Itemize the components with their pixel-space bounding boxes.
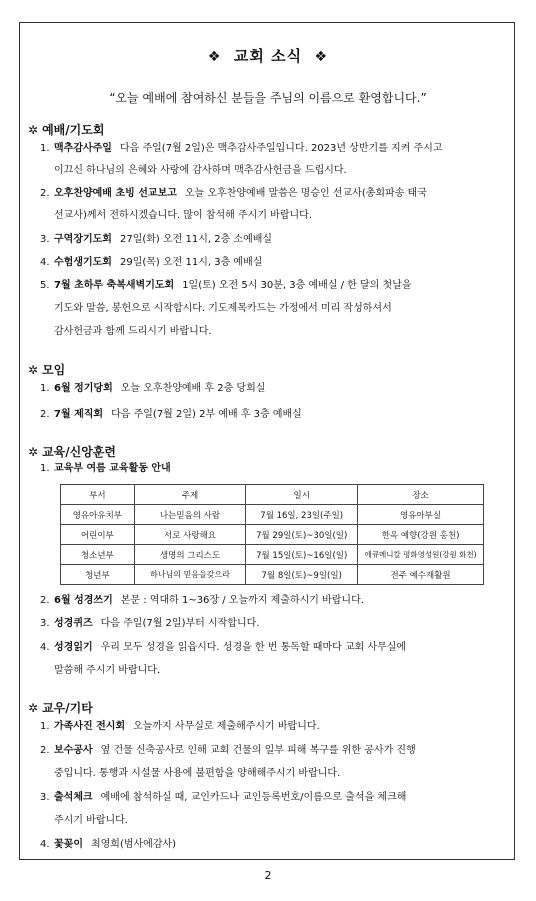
list-item: 4. 수험생기도회 29일(목) 오전 11시, 3층 예배실 [40,257,263,268]
item-text: 다음 주일(7월 2일) 2부 예배 후 3층 예배실 [111,409,302,420]
table-row [61,545,484,565]
item-text: 본문 : 역대하 1~36장 / 오늘까지 제출하시기 바랍니다. [120,595,364,606]
item-text: 29일(목) 오전 11시, 3층 예배실 [119,257,263,268]
page-number: 2 [264,869,272,882]
item-heading: 맥추감사주일 [54,143,112,154]
item-heading: 수험생기도회 [54,257,112,268]
section-worship-title: 예배/기도회 [42,123,105,137]
list-item: 3. 성경퀴즈 다음 주일(7월 2일)부터 시작합니다. [40,618,260,629]
section-star-icon: ✲ [28,363,39,377]
table-cell: 에큐메니칼 평화영성원(강원 화천) [358,545,484,565]
section-worship-heading [28,121,104,138]
item-text: 27일(화) 오전 11시, 2층 소예배실 [119,234,273,245]
table-cell: 어린이부 [61,525,135,545]
table-cell: 7월 8일(토)~9일(일) [246,565,358,585]
item-heading: 보수공사 [54,745,93,756]
section-star-icon: ✲ [28,445,39,459]
section-star-icon: ✲ [28,701,39,715]
item-heading: 7월 초하루 축복새벽기도회 [54,280,175,291]
item-heading: 오후찬양예배 초빙 선교보고 [54,188,177,199]
item-heading: 6월 성경쓰기 [54,595,113,606]
page-title-text: 교회 소식 [233,47,303,65]
item-continuation: 기도와 말씀, 봉헌으로 시작합시다. 기도제목카드는 가정에서 미리 작성하셔서 [54,303,392,314]
table-cell: 7월 29일(토)~30일(일) [246,525,358,545]
table-row [61,505,484,525]
item-heading: 7월 제직회 [54,409,104,420]
education-schedule-table [60,484,484,585]
list-item: 1. 6월 정기당회 오늘 오후찬양예배 후 2층 당회실 [40,383,266,394]
table-header-cell: 주제 [134,485,246,505]
section-meeting-title: 모임 [42,363,66,377]
table-header-cell: 장소 [358,485,484,505]
item-text: 다음 주일(7월 2일)은 맥추감사주일입니다. 2023년 상반기를 지켜 주시고 [119,143,443,154]
item-heading: 꽃꽂이 [54,839,83,850]
section-meeting-heading [28,361,65,378]
item-continuation: 선교사)께서 전하시겠습니다. 많이 참석해 주시기 바랍니다. [54,210,312,221]
table-header-cell: 부서 [61,485,135,505]
item-heading: 6월 정기당회 [54,383,113,394]
item-heading: 가족사진 전시회 [54,721,126,732]
item-text: 다음 주일(7월 2일)부터 시작합니다. [100,618,260,629]
item-text: 오늘 오후찬양예배 말씀은 명승인 선교사(총회파송 태국 [184,188,427,199]
table-row [61,565,484,585]
table-cell: 영유아부실 [358,505,484,525]
list-item: 2. 7월 제직회 다음 주일(7월 2일) 2부 예배 후 3층 예배실 [40,409,302,420]
item-text: 1일(토) 오전 5시 30분, 3층 예배실 / 한 달의 첫날을 [182,280,412,291]
section-fellowship-heading [28,699,93,716]
item-text: 우리 모두 성경을 읽읍시다. 성경을 한 번 통독할 때마다 교회 사무실에 [100,642,407,653]
table-header-row [61,485,484,505]
title-deco-right-icon: ❖ [314,49,329,65]
item-heading: 구역장기도회 [54,234,112,245]
item-heading: 성경퀴즈 [54,618,93,629]
item-text: 예배에 참석하실 때, 교인카드나 교인등록번호/이름으로 출석을 체크해 [100,792,407,803]
list-item: 5. 7월 초하루 축복새벽기도회 1일(토) 오전 5시 30분, 3층 예배실 / 한 달의 첫날을 [40,280,412,291]
table-cell: 7월 15일(토)~16일(일) [246,545,358,565]
bulletin-frame [19,22,515,860]
item-heading: 성경읽기 [54,642,93,653]
item-heading: 출석체크 [54,792,93,803]
item-continuation: 이끄신 하나님의 은혜와 사랑에 감사하며 맥추감사헌금을 드립시다. [54,165,347,176]
list-item: 2. 오후찬양예배 초빙 선교보고 오늘 오후찬양예배 말씀은 명승인 선교사(총회파송 태국 [40,188,427,199]
item-text: 오늘 오후찬양예배 후 2층 당회실 [120,383,266,394]
table-cell: 청년부 [61,565,135,585]
list-item: 1. 맥추감사주일 다음 주일(7월 2일)은 맥추감사주일입니다. 2023년 상반기를 지켜 주시고 [40,143,443,154]
list-item: 1. 가족사진 전시회 오늘까지 사무실로 제출해주시기 바랍니다. [40,721,320,732]
item-continuation: 감사헌금과 함께 드리시기 바랍니다. [54,326,212,337]
table-cell: 한옥 예향(강원 홍천) [358,525,484,545]
table-cell: 나는믿음의 사람 [134,505,246,525]
item-continuation: 중입니다. 통행과 시설물 사용에 불편함을 양해해주시기 바랍니다. [54,768,341,779]
item-continuation: 주시기 바랍니다. [54,815,128,826]
table-cell: 청소년부 [61,545,135,565]
item-continuation: 말씀해 주시기 바랍니다. [54,665,161,676]
list-item: 3. 구역장기도회 27일(화) 오전 11시, 2층 소예배실 [40,234,273,245]
item-text: 옆 건물 신축공사로 인해 교회 건물의 일부 피해 복구를 위한 공사가 진행 [100,745,416,756]
table-cell: 전주 예수재활원 [358,565,484,585]
title-deco-left-icon: ❖ [207,49,222,65]
table-row [61,525,484,545]
welcome-quote: “오늘 예배에 참여하신 분들을 주님의 이름으로 환영합니다.” [109,91,427,105]
table-header-cell: 일시 [246,485,358,505]
page-title [20,45,516,66]
section-fellowship-title: 교우/기타 [42,701,93,715]
item-heading: 교육부 여름 교육활동 안내 [54,463,171,474]
section-education-title: 교육/신앙훈련 [42,445,116,459]
table-cell: 서로 사랑해요 [134,525,246,545]
list-item: 3. 출석체크 예배에 참석하실 때, 교인카드나 교인등록번호/이름으로 출석을 체크해 [40,792,407,803]
list-item: 4. 꽃꽂이 최영희(범사에감사) [40,839,177,850]
section-star-icon: ✲ [28,123,39,137]
table-cell: 7월 16일, 23일(주일) [246,505,358,525]
item-text: 최영희(범사에감사) [90,839,177,850]
table-cell: 생명의 그리스도 [134,545,246,565]
list-item: 2. 보수공사 옆 건물 신축공사로 인해 교회 건물의 일부 피해 복구를 위한 공사가 진행 [40,745,416,756]
table-cell: 영유아유치부 [61,505,135,525]
list-item: 1. 교육부 여름 교육활동 안내 [40,463,171,474]
table-cell: 하나님의 믿음을갖으라 [134,565,246,585]
list-item: 2. 6월 성경쓰기 본문 : 역대하 1~36장 / 오늘까지 제출하시기 바랍니다. [40,595,364,606]
item-text: 오늘까지 사무실로 제출해주시기 바랍니다. [133,721,320,732]
list-item: 4. 성경읽기 우리 모두 성경을 읽읍시다. 성경을 한 번 통독할 때마다 교회 사무실에 [40,642,407,653]
